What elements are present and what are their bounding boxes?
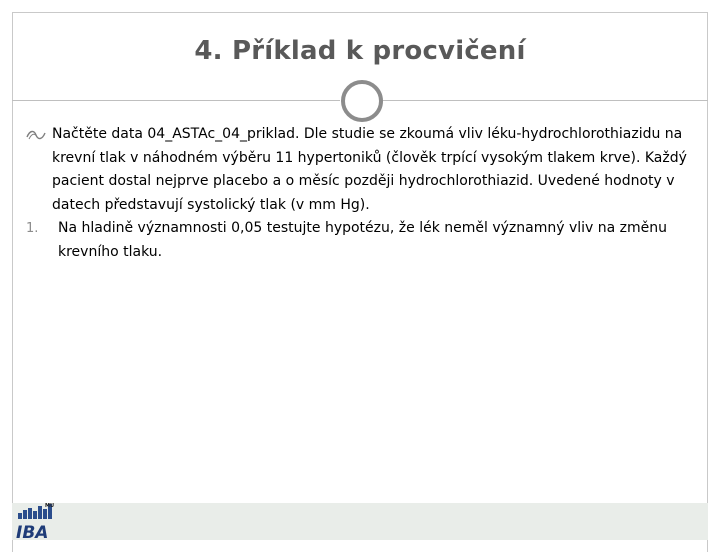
iba-logo [14, 500, 58, 540]
list-item-text: Na hladině významnosti 0,05 testujte hypotézu, že lék neměl významný vliv na změnu krevního tlaku. [58, 220, 667, 260]
bullet-paragraph [26, 123, 696, 217]
circle-ornament-icon [341, 80, 383, 122]
list-item [26, 217, 696, 264]
title-divider-left [12, 100, 340, 101]
footer-bar [12, 503, 708, 540]
slide-title: 4. Příklad k procvičení [194, 36, 526, 66]
swirl-bullet-icon [26, 129, 46, 141]
slide-content [26, 123, 696, 264]
svg-text:MU: MU [45, 503, 55, 509]
title-divider-right [382, 100, 708, 101]
list-item-number: 1. [26, 221, 39, 236]
svg-text:IBA: IBA [16, 523, 49, 540]
paragraph-text: Načtěte data 04_ASTAc_04_priklad. Dle studie se zkoumá vliv léku-hydrochlorothiazidu na krevní tlak v náhodném výběru 11 hypertoniků (člověk trpící vysokým tlakem krve). Každý pacient dostal nejprve placebo a o měsíc později hydrochlorothiazid. Uvedené hodnoty v datech představují systolický tlak (v mm Hg). [52, 126, 687, 213]
